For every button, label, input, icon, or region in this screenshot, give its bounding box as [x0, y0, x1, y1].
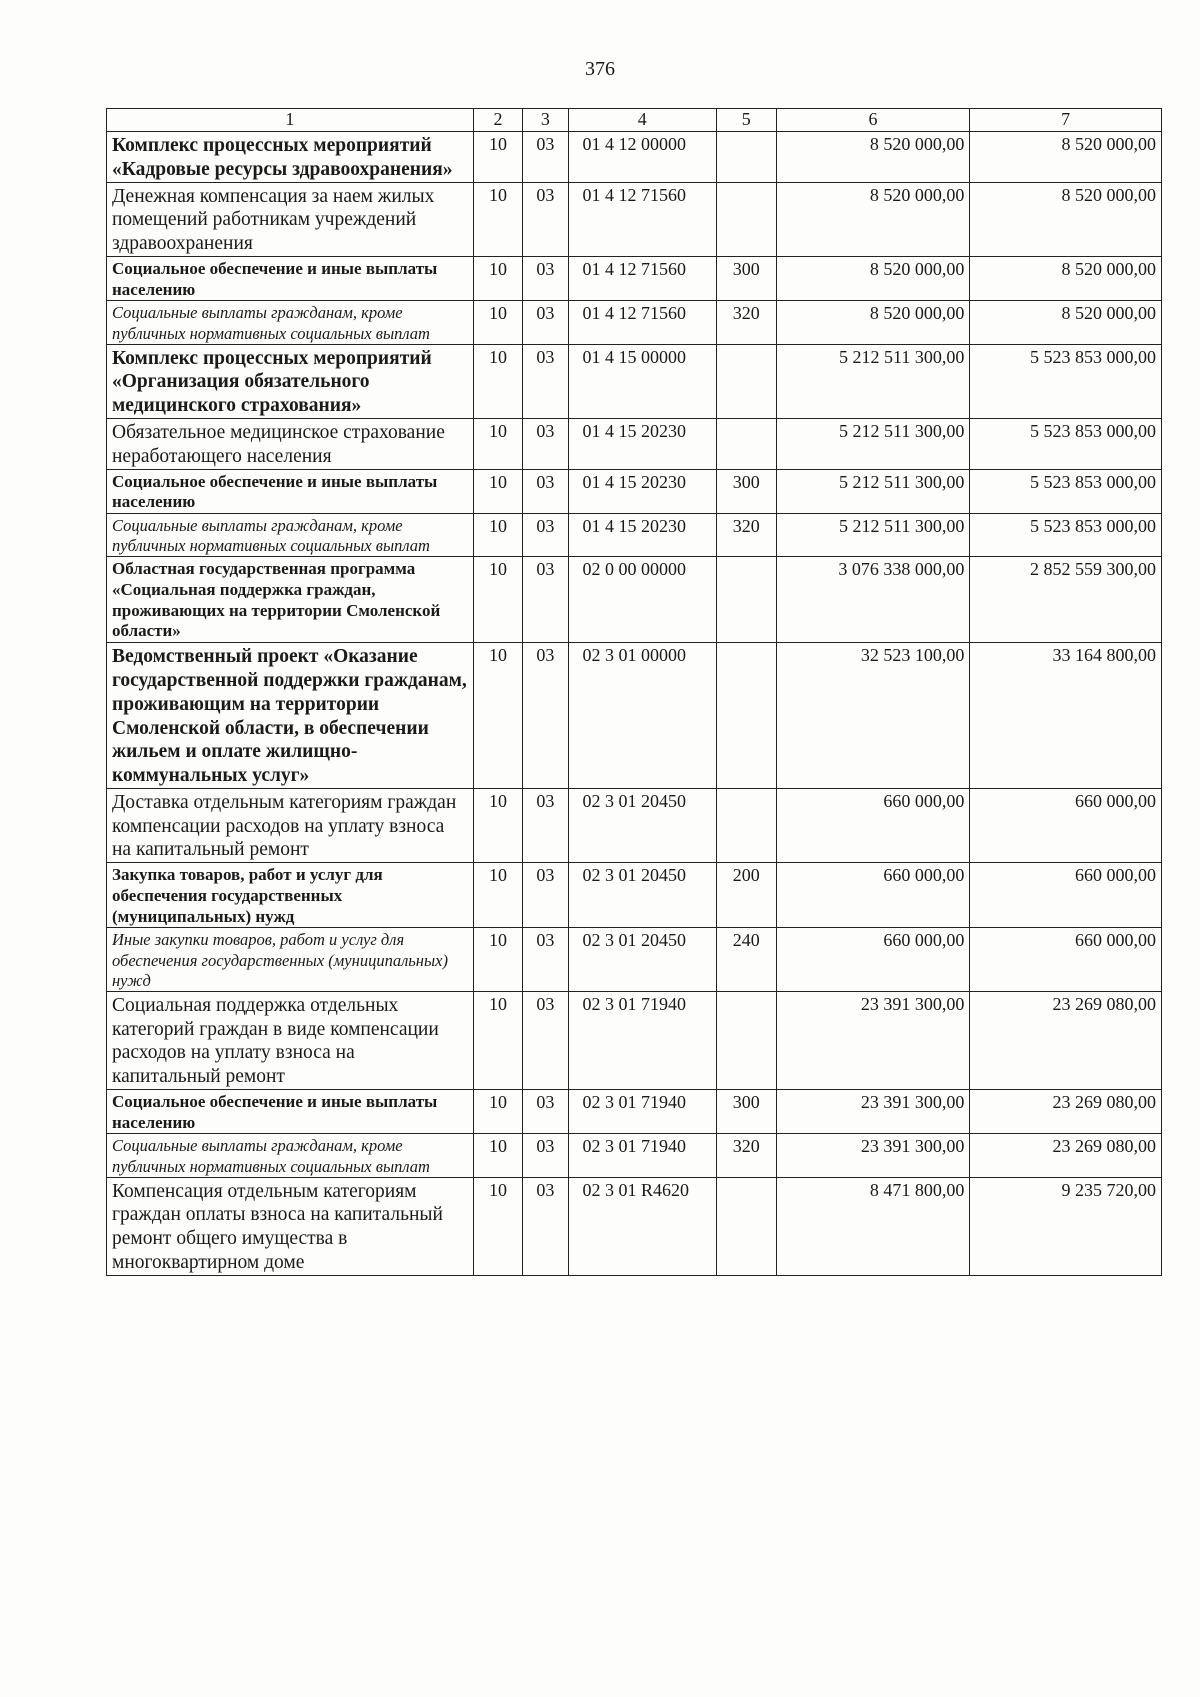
table-row [107, 643, 1162, 789]
item-name-cell: Закупка товаров, работ и услуг для обеспечения государственных (муниципальных) нужд [107, 863, 474, 928]
target-code-cell: 02 3 01 20450 [568, 928, 716, 991]
target-code-cell: 01 4 15 20230 [568, 469, 716, 513]
table-row [107, 344, 1162, 418]
section-cell: 10 [473, 788, 522, 862]
expense-type-cell [716, 991, 776, 1089]
amount-year2-cell: 8 520 000,00 [970, 301, 1162, 344]
section-cell: 10 [473, 344, 522, 418]
expense-type-cell: 320 [716, 301, 776, 344]
section-cell: 10 [473, 469, 522, 513]
subsection-cell: 03 [523, 991, 568, 1089]
target-code-cell: 01 4 12 00000 [568, 132, 716, 183]
subsection-cell: 03 [523, 132, 568, 183]
item-name-cell: Иные закупки товаров, работ и услуг для обеспечения государственных (муниципальных) нужд [107, 928, 474, 991]
item-name-cell: Денежная компенсация за наем жилых помещений работникам учреждений здравоохранения [107, 182, 474, 256]
table-row [107, 991, 1162, 1089]
section-cell: 10 [473, 418, 522, 469]
amount-year1-cell: 3 076 338 000,00 [776, 557, 970, 643]
table-row [107, 301, 1162, 344]
section-cell: 10 [473, 132, 522, 183]
amount-year1-cell: 23 391 300,00 [776, 1089, 970, 1133]
table-row [107, 557, 1162, 643]
amount-year2-cell: 5 523 853 000,00 [970, 418, 1162, 469]
amount-year1-cell: 8 520 000,00 [776, 132, 970, 183]
item-name-cell: Областная государственная программа «Социальная поддержка граждан, проживающих на территории Смоленской области» [107, 557, 474, 643]
target-code-cell: 02 0 00 00000 [568, 557, 716, 643]
column-header: 3 [523, 109, 568, 132]
amount-year1-cell: 5 212 511 300,00 [776, 344, 970, 418]
amount-year1-cell: 23 391 300,00 [776, 991, 970, 1089]
amount-year2-cell: 660 000,00 [970, 863, 1162, 928]
amount-year1-cell: 8 471 800,00 [776, 1177, 970, 1275]
section-cell: 10 [473, 991, 522, 1089]
amount-year1-cell: 5 212 511 300,00 [776, 514, 970, 557]
subsection-cell: 03 [523, 928, 568, 991]
subsection-cell: 03 [523, 469, 568, 513]
target-code-cell: 02 3 01 71940 [568, 991, 716, 1089]
amount-year1-cell: 5 212 511 300,00 [776, 469, 970, 513]
amount-year1-cell: 660 000,00 [776, 863, 970, 928]
item-name-cell: Обязательное медицинское страхование неработающего населения [107, 418, 474, 469]
amount-year1-cell: 8 520 000,00 [776, 182, 970, 256]
target-code-cell: 01 4 15 20230 [568, 418, 716, 469]
section-cell: 10 [473, 301, 522, 344]
section-cell: 10 [473, 557, 522, 643]
section-cell: 10 [473, 643, 522, 789]
target-code-cell: 01 4 15 00000 [568, 344, 716, 418]
expense-type-cell [716, 1177, 776, 1275]
section-cell: 10 [473, 1134, 522, 1177]
target-code-cell: 02 3 01 20450 [568, 863, 716, 928]
amount-year1-cell: 5 212 511 300,00 [776, 418, 970, 469]
amount-year2-cell: 8 520 000,00 [970, 256, 1162, 300]
amount-year2-cell: 33 164 800,00 [970, 643, 1162, 789]
item-name-cell: Социальные выплаты гражданам, кроме публичных нормативных социальных выплат [107, 1134, 474, 1177]
page-number: 376 [585, 58, 615, 80]
expense-type-cell: 300 [716, 1089, 776, 1133]
subsection-cell: 03 [523, 182, 568, 256]
amount-year1-cell: 23 391 300,00 [776, 1134, 970, 1177]
item-name-cell: Комплекс процессных мероприятий «Кадровые ресурсы здравоохранения» [107, 132, 474, 183]
target-code-cell: 01 4 12 71560 [568, 301, 716, 344]
table-row [107, 928, 1162, 991]
amount-year2-cell: 23 269 080,00 [970, 1134, 1162, 1177]
subsection-cell: 03 [523, 514, 568, 557]
amount-year2-cell: 660 000,00 [970, 928, 1162, 991]
expense-type-cell: 320 [716, 514, 776, 557]
budget-table [106, 108, 1162, 1276]
target-code-cell: 02 3 01 71940 [568, 1134, 716, 1177]
amount-year1-cell: 32 523 100,00 [776, 643, 970, 789]
column-header: 5 [716, 109, 776, 132]
subsection-cell: 03 [523, 1089, 568, 1133]
amount-year1-cell: 660 000,00 [776, 788, 970, 862]
item-name-cell: Социальные выплаты гражданам, кроме публичных нормативных социальных выплат [107, 301, 474, 344]
table-body [107, 132, 1162, 1276]
expense-type-cell: 320 [716, 1134, 776, 1177]
target-code-cell: 02 3 01 20450 [568, 788, 716, 862]
target-code-cell: 02 3 01 R4620 [568, 1177, 716, 1275]
subsection-cell: 03 [523, 643, 568, 789]
subsection-cell: 03 [523, 256, 568, 300]
subsection-cell: 03 [523, 418, 568, 469]
subsection-cell: 03 [523, 1177, 568, 1275]
subsection-cell: 03 [523, 344, 568, 418]
expense-type-cell [716, 132, 776, 183]
column-header: 7 [970, 109, 1162, 132]
amount-year1-cell: 660 000,00 [776, 928, 970, 991]
subsection-cell: 03 [523, 1134, 568, 1177]
expense-type-cell: 200 [716, 863, 776, 928]
amount-year1-cell: 8 520 000,00 [776, 301, 970, 344]
amount-year2-cell: 8 520 000,00 [970, 182, 1162, 256]
item-name-cell: Социальное обеспечение и иные выплаты населению [107, 1089, 474, 1133]
expense-type-cell: 240 [716, 928, 776, 991]
table-row [107, 863, 1162, 928]
column-number-row [107, 109, 1162, 132]
section-cell: 10 [473, 1177, 522, 1275]
table-row [107, 788, 1162, 862]
amount-year2-cell: 23 269 080,00 [970, 991, 1162, 1089]
expense-type-cell [716, 788, 776, 862]
table-row [107, 256, 1162, 300]
amount-year2-cell: 5 523 853 000,00 [970, 469, 1162, 513]
column-header: 6 [776, 109, 970, 132]
target-code-cell: 02 3 01 00000 [568, 643, 716, 789]
section-cell: 10 [473, 928, 522, 991]
amount-year2-cell: 2 852 559 300,00 [970, 557, 1162, 643]
expense-type-cell [716, 557, 776, 643]
expense-type-cell [716, 182, 776, 256]
column-header: 2 [473, 109, 522, 132]
amount-year2-cell: 23 269 080,00 [970, 1089, 1162, 1133]
table-row [107, 418, 1162, 469]
expense-type-cell: 300 [716, 256, 776, 300]
table-row [107, 1089, 1162, 1133]
table-row [107, 1134, 1162, 1177]
item-name-cell: Социальное обеспечение и иные выплаты населению [107, 256, 474, 300]
section-cell: 10 [473, 514, 522, 557]
item-name-cell: Социальная поддержка отдельных категорий граждан в виде компенсации расходов на уплату взноса на капитальный ремонт [107, 991, 474, 1089]
amount-year2-cell: 660 000,00 [970, 788, 1162, 862]
amount-year1-cell: 8 520 000,00 [776, 256, 970, 300]
expense-type-cell: 300 [716, 469, 776, 513]
table-row [107, 132, 1162, 183]
item-name-cell: Ведомственный проект «Оказание государственной поддержки гражданам, проживающим на территории Смоленской области, в обеспечении жильем и оплате жилищно-коммунальных услуг» [107, 643, 474, 789]
section-cell: 10 [473, 863, 522, 928]
target-code-cell: 02 3 01 71940 [568, 1089, 716, 1133]
amount-year2-cell: 8 520 000,00 [970, 132, 1162, 183]
target-code-cell: 01 4 12 71560 [568, 256, 716, 300]
target-code-cell: 01 4 15 20230 [568, 514, 716, 557]
table-row [107, 1177, 1162, 1275]
target-code-cell: 01 4 12 71560 [568, 182, 716, 256]
table-row [107, 469, 1162, 513]
subsection-cell: 03 [523, 301, 568, 344]
amount-year2-cell: 5 523 853 000,00 [970, 344, 1162, 418]
column-header: 1 [107, 109, 474, 132]
column-header: 4 [568, 109, 716, 132]
section-cell: 10 [473, 182, 522, 256]
item-name-cell: Социальные выплаты гражданам, кроме публичных нормативных социальных выплат [107, 514, 474, 557]
table-row [107, 182, 1162, 256]
table-row [107, 514, 1162, 557]
section-cell: 10 [473, 1089, 522, 1133]
item-name-cell: Компенсация отдельным категориям граждан оплаты взноса на капитальный ремонт общего имущества в многоквартирном доме [107, 1177, 474, 1275]
subsection-cell: 03 [523, 788, 568, 862]
amount-year2-cell: 9 235 720,00 [970, 1177, 1162, 1275]
expense-type-cell [716, 418, 776, 469]
subsection-cell: 03 [523, 557, 568, 643]
item-name-cell: Доставка отдельным категориям граждан компенсации расходов на уплату взноса на капитальный ремонт [107, 788, 474, 862]
section-cell: 10 [473, 256, 522, 300]
item-name-cell: Социальное обеспечение и иные выплаты населению [107, 469, 474, 513]
expense-type-cell [716, 643, 776, 789]
expense-type-cell [716, 344, 776, 418]
amount-year2-cell: 5 523 853 000,00 [970, 514, 1162, 557]
subsection-cell: 03 [523, 863, 568, 928]
item-name-cell: Комплекс процессных мероприятий «Организация обязательного медицинского страхования» [107, 344, 474, 418]
